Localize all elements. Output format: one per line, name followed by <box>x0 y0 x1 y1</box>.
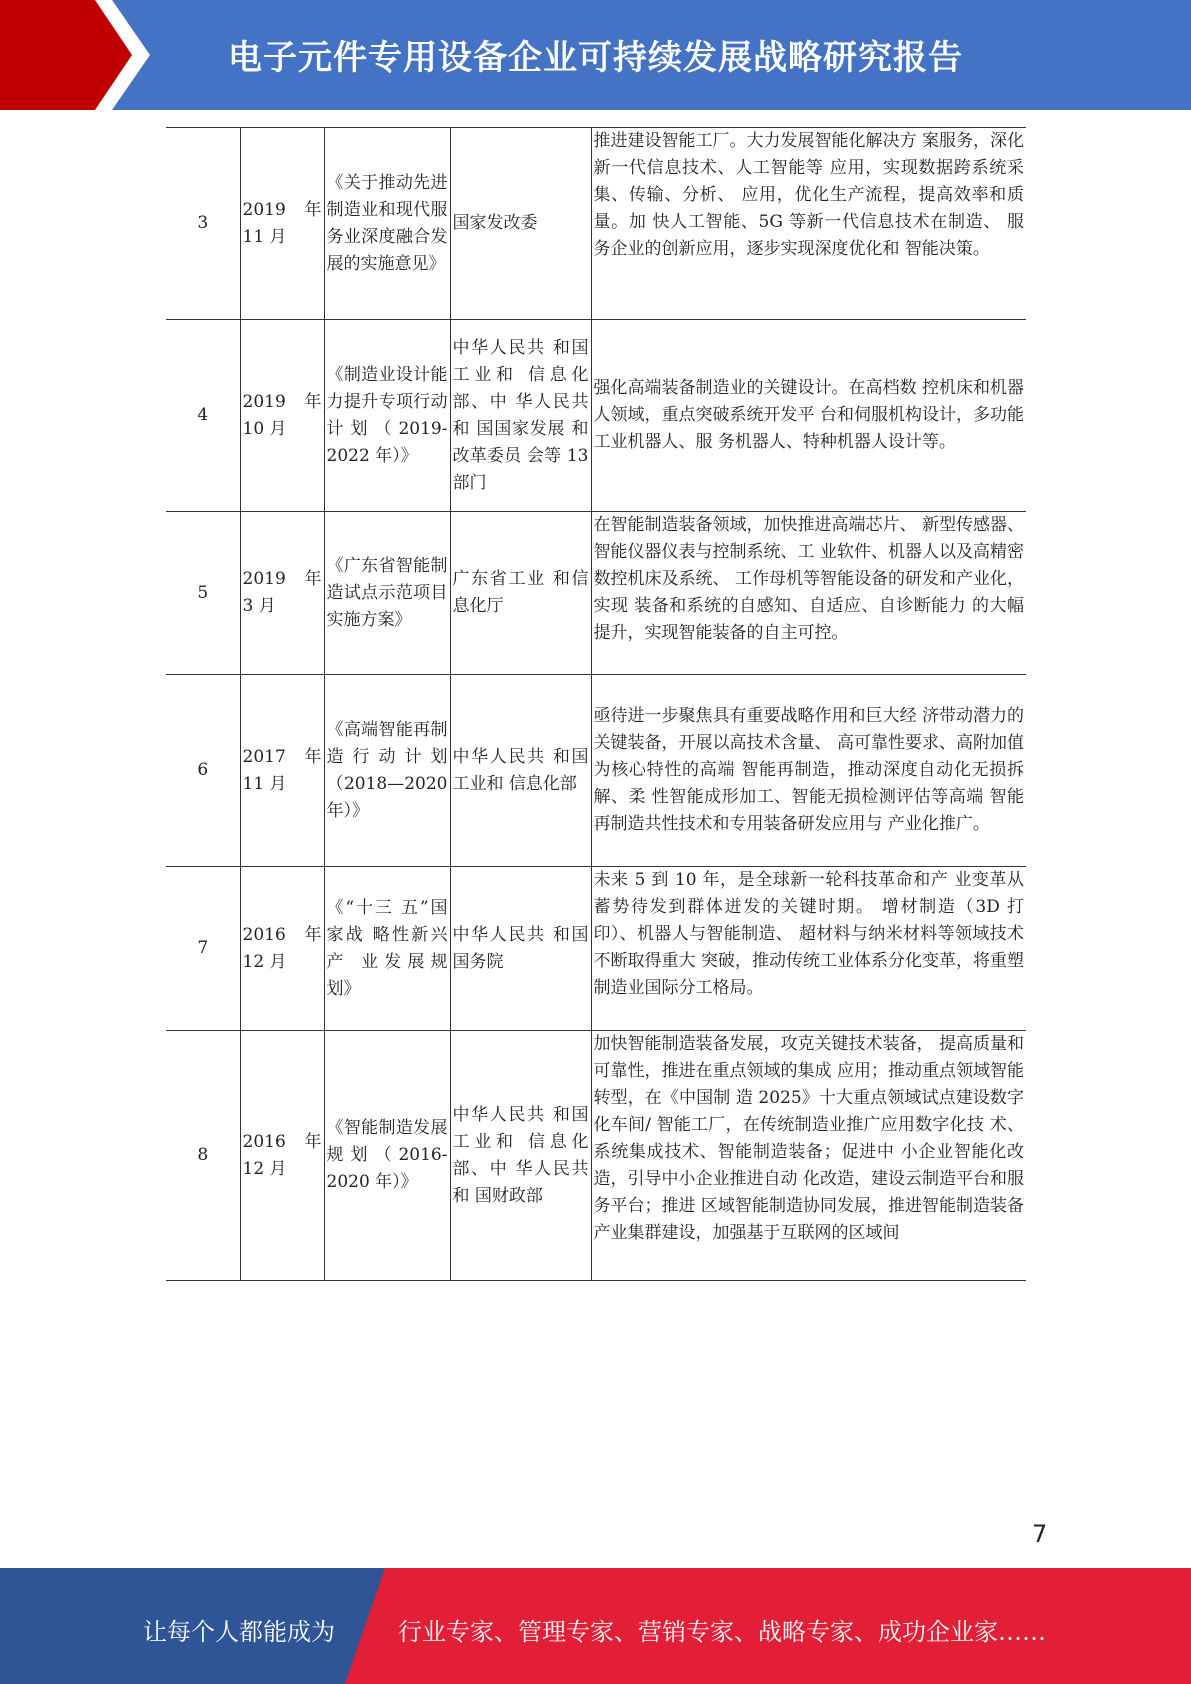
page-number: 7 <box>1032 1520 1048 1548</box>
row-policy-name: 《关于推动先进制造业和现代服务业深度融合发展的实施意见》 <box>324 128 450 320</box>
row-policy-name: 《“十三 五”国家战 略性新兴产 业发展规 划》 <box>324 867 450 1031</box>
row-number: 6 <box>166 675 240 867</box>
row-date: 2016 年 12 月 <box>240 867 324 1031</box>
row-date: 2019 年 3 月 <box>240 512 324 675</box>
table-row <box>166 1031 1026 1281</box>
row-policy-name: 《广东省智能制造试点示范项目实施方案》 <box>324 512 450 675</box>
table-row <box>166 512 1026 675</box>
page-header <box>0 0 1191 110</box>
row-description: 强化高端装备制造业的关键设计。在高档数 控机床和机器人领域，重点突破系统开发平 台和伺服机构设计，多功能工业机器人、服 务机器人、特种机器人设计等。 <box>591 320 1026 512</box>
row-description: 推进建设智能工厂。大力发展智能化解决方 案服务，深化新一代信息技术、人工智能等 应用，实现数据跨系统采集、传输、分析、 应用，优化生产流程，提高效率和质量。加 快人工智能、5G 等新一代信息技术在制造、 服务企业的创新应用，逐步实现深度优化和 智能决策。 <box>591 128 1026 320</box>
row-date: 2019 年 10 月 <box>240 320 324 512</box>
row-description: 在智能制造装备领域，加快推进高端芯片、 新型传感器、智能仪器仪表与控制系统、工 业软件、机器人以及高精密数控机床及系统、 工作母机等智能设备的研发和产业化，实现 装备和系统的自感知、自适应、自诊断能力 的大幅提升，实现智能装备的自主可控。 <box>591 512 1026 675</box>
row-date: 2019 年 11 月 <box>240 128 324 320</box>
table-row <box>166 320 1026 512</box>
row-description <box>591 1031 1026 1281</box>
page-footer <box>0 1568 1191 1684</box>
row-number: 3 <box>166 128 240 320</box>
row-policy-name: 《智能制造发展规划（2016-2020 年）》 <box>324 1031 450 1281</box>
row-number: 5 <box>166 512 240 675</box>
row-department: 中华人民共 和国工业和 信息化部、中 华人民共和 国财政部 <box>450 1031 591 1281</box>
row-department: 中华人民共 和国工业和 信息化部 <box>450 675 591 867</box>
row-department: 中华人民共 和国国务院 <box>450 867 591 1031</box>
row-department: 国家发改委 <box>450 128 591 320</box>
table-row <box>166 675 1026 867</box>
row-policy-name: 《高端智能再制造行动计划（2018—2020 年）》 <box>324 675 450 867</box>
report-title: 电子元件专用设备企业可持续发展战略研究报告 <box>228 38 963 78</box>
table-row <box>166 128 1026 320</box>
row-department: 广东省工业 和信息化厅 <box>450 512 591 675</box>
row-policy-name: 《制造业设计能力提升专项行动计划（2019-2022 年）》 <box>324 320 450 512</box>
row-number: 4 <box>166 320 240 512</box>
table-row <box>166 867 1026 1031</box>
row-description: 亟待进一步聚焦具有重要战略作用和巨大经 济带动潜力的关键装备，开展以高技术含量、 高可靠性要求、高附加值为核心特性的高端 智能再制造，推动深度自动化无损拆解、柔 性智能成形加工、智能无损检测评估等高端 智能再制造共性技术和专用装备研发应用与 产业化推广。 <box>591 675 1026 867</box>
row-number: 8 <box>166 1031 240 1281</box>
footer-slogan-left: 让每个人都能成为 <box>143 1618 335 1646</box>
row-date: 2017 年 11 月 <box>240 675 324 867</box>
row-number: 7 <box>166 867 240 1031</box>
row-department: 中华人民共 和国工业和 信息化部、中 华人民共和 国国家发展 和改革委员 会等 13 部门 <box>450 320 591 512</box>
policy-table <box>166 127 1026 1281</box>
row-description: 未来 5 到 10 年，是全球新一轮科技革命和产 业变革从蓄势待发到群体迸发的关键时期。 增材制造（3D 打印）、机器人与智能制造、 超材料与纳米材料等领域技术不断取得重大 突破，推动传统工业体系分化变革，将重塑 制造业国际分工格局。 <box>591 867 1026 1031</box>
footer-slogan-right: 行业专家、管理专家、营销专家、战略专家、成功企业家…… <box>398 1618 1046 1646</box>
row-description-text: 加快智能制造装备发展，攻克关键技术装备， 提高质量和可靠性，推进在重点领域的集成 应用；推动重点领域智能转型，在《中国制 造 2025》十大重点领域试点建设数字化车间/ 智能工厂，在传统制造业推广应用数字化技 术、系统集成技术、智能制造装备；促进中 小企业智能化改造，引导中小企业推进自动 化改造，建设云制造平台和服务平台；推进 区域智能制造协同发展，推进智能制造装备产业集群建设，加强基于互联网的区域间 <box>593 1034 1024 1243</box>
row-date: 2016 年 12 月 <box>240 1031 324 1281</box>
